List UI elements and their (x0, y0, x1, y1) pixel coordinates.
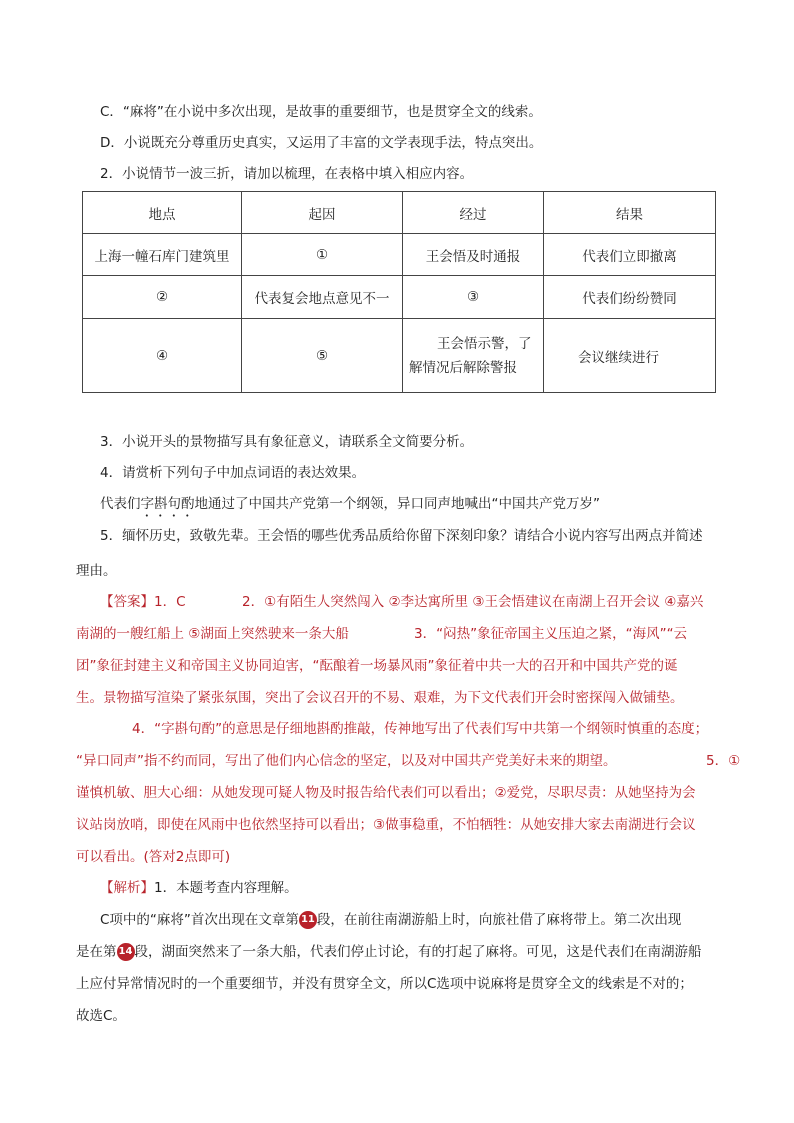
question-4: 4．请赏析下列句子中加点词语的表达效果。 (100, 465, 366, 481)
table-header: 结果 (544, 192, 716, 234)
sentence-text: 代表们 (100, 496, 141, 512)
table-cell: ① (242, 234, 403, 276)
table-row (83, 319, 716, 393)
option-d: D．小说既充分尊重历史真实，又运用了丰富的文学表现手法，特点突出。 (100, 135, 543, 151)
answer-line-6a: “异口同声”指不约而同，写出了他们内心信念的坚定，以及对中国共产党美好未来的期望。 (76, 753, 617, 769)
analysis-label: 【解析】 (100, 880, 154, 896)
table-row (83, 276, 716, 319)
table-cell: ④ (83, 319, 242, 393)
table-cell: 代表们立即撤离 (544, 234, 716, 276)
answer-line-3: 团”象征封建主义和帝国主义协同迫害，“酝酿着一场暴风雨”象征着中共一大的召开和中国共产党的诞 (76, 658, 678, 674)
analysis-line-2 (100, 910, 681, 930)
question-3: 3．小说开头的景物描写具有象征意义，请联系全文简要分析。 (100, 434, 474, 450)
table-header: 起因 (242, 192, 403, 234)
table-cell: 会议继续进行 (544, 319, 716, 393)
analysis-line-3 (76, 942, 702, 962)
answer-line-2a: 南湖的一艘红船上 ⑤湖面上突然驶来一条大船 (76, 626, 349, 642)
answer-line-7: 谨慎机敏、胆大心细：从她发现可疑人物及时报告给代表们可以看出；②爱党，尽职尽责：从她坚持为会 (76, 785, 696, 801)
question-5-line-1: 5．缅怀历史，致敬先辈。王会悟的哪些优秀品质给你留下深刻印象？请结合小说内容写出两点并简述 (100, 528, 703, 544)
answer-line-5: 4．“字斟句酌”的意思是仔细地斟酌推敲，传神地写出了代表们写中共第一个纲领时慎重的态度； (132, 721, 709, 737)
analysis-text: 段，在前往南湖游船上时，向旅社借了麻将带上。第二次出现 (316, 912, 682, 928)
analysis-text: 1．本题考查内容理解。 (154, 880, 298, 896)
analysis-text: 是在第 (76, 944, 117, 960)
paragraph-number-badge: 11 (299, 911, 317, 929)
answer-line-2b: 3．“闷热”象征帝国主义压迫之紧，“海风”“云 (414, 626, 688, 642)
table-cell: 代表们纷纷赞同 (544, 276, 716, 319)
question-4-sentence (100, 494, 600, 520)
paragraph-number-badge: 14 (117, 943, 135, 961)
answer-line-6b: 5．① (706, 753, 741, 769)
answer-label: 【答案】 (100, 594, 154, 610)
analysis-line-5: 故选C。 (76, 1008, 126, 1024)
table-cell: ⑤ (242, 319, 403, 393)
table-cell: 代表复会地点意见不一 (242, 276, 403, 319)
table-cell-line: 王会悟示警，了 (437, 335, 532, 352)
analysis-line-1 (100, 878, 298, 898)
table-row (83, 234, 716, 276)
analysis-text: C项中的“麻将”首次出现在文章第 (100, 912, 299, 928)
plot-table (82, 191, 716, 393)
table-cell: 上海一幢石库门建筑里 (83, 234, 242, 276)
table-cell-line: 解情况后解除警报 (409, 359, 517, 376)
table-cell: ③ (403, 276, 544, 319)
table-cell: 王会悟及时通报 (403, 234, 544, 276)
table-header: 经过 (403, 192, 544, 234)
table-cell (403, 319, 544, 393)
question-2: 2．小说情节一波三折，请加以梳理，在表格中填入相应内容。 (100, 166, 474, 182)
answer-line-1 (100, 592, 186, 612)
table-cell: ② (83, 276, 242, 319)
sentence-text: 地通过了中国共产党第一个纲领，异口同声地喊出“中国共产党万岁” (194, 496, 600, 512)
question-5-line-2: 理由。 (76, 563, 117, 579)
answer-line-9: 可以看出。(答对2点即可) (76, 849, 231, 865)
answer-text: 1．C (154, 594, 186, 610)
answer-line-1b: 2．①有陌生人突然闯入 ②李达寓所里 ③王会悟建议在南湖上召开会议 ④嘉兴 (242, 594, 704, 610)
table-header: 地点 (83, 192, 242, 234)
answer-line-8: 议站岗放哨，即使在风雨中也依然坚持可以看出；③做事稳重，不怕牺牲：从她安排大家去南湖进行会议 (76, 817, 696, 833)
table-header-row (83, 192, 716, 234)
answer-line-4: 生。景物描写渲染了紧张氛围，突出了会议召开的不易、艰难，为下文代表们开会时密探闯入做铺垫。 (76, 690, 684, 706)
dotted-word: 字斟句酌 (140, 496, 195, 512)
analysis-line-4: 上应付异常情况时的一个重要细节，并没有贯穿全文，所以C选项中说麻将是贯穿全文的线索是不对的； (76, 976, 693, 992)
analysis-text: 段，湖面突然来了一条大船，代表们停止讨论，有的打起了麻将。可见，这是代表们在南湖游船 (134, 944, 702, 960)
option-c: C．“麻将”在小说中多次出现，是故事的重要细节，也是贯穿全文的线索。 (100, 104, 542, 120)
